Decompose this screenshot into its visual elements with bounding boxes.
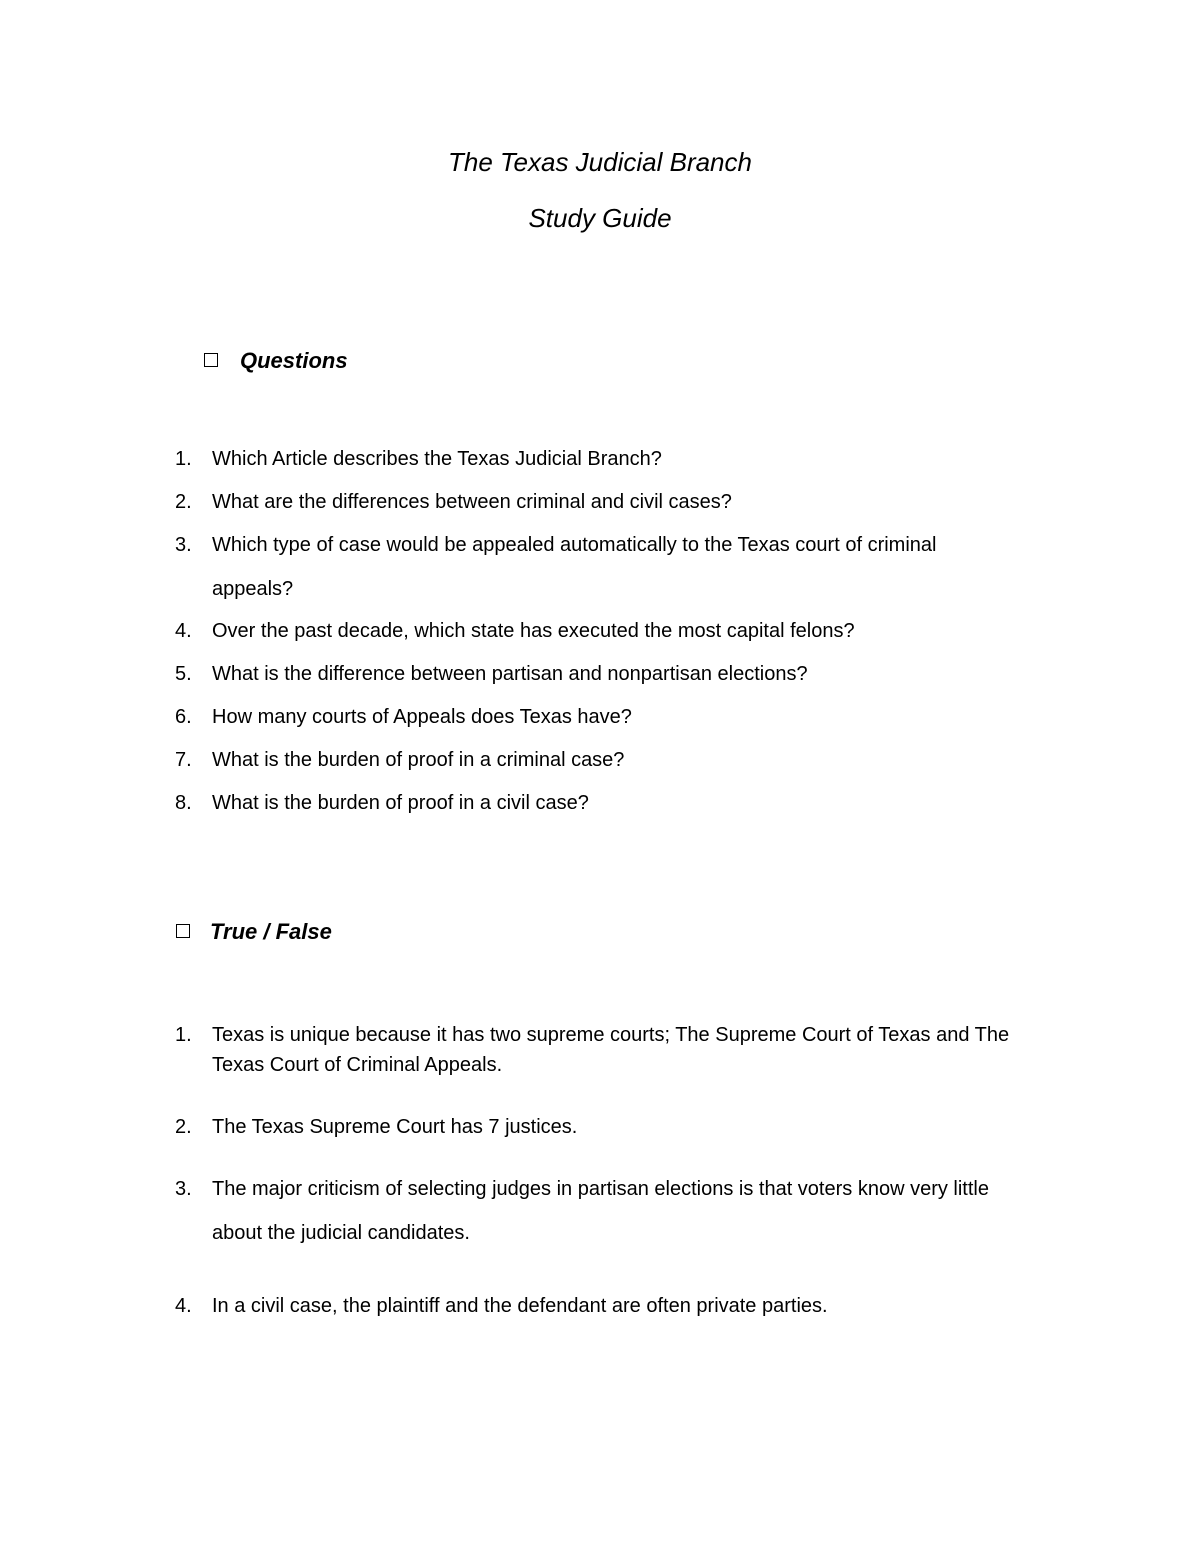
- list-text-line: Texas Court of Criminal Appeals.: [212, 1054, 503, 1076]
- checkbox-icon: [176, 924, 190, 938]
- list-item: [175, 659, 1075, 689]
- list-item: [175, 487, 1075, 517]
- list-item: [175, 530, 1075, 560]
- list-text-line: Texas is unique because it has two supreme courts; The Supreme Court of Texas and The: [212, 1024, 1010, 1046]
- list-text: How many courts of Appeals does Texas have?: [212, 706, 632, 728]
- list-text: Over the past decade, which state has executed the most capital felons?: [212, 620, 855, 642]
- list-number: 4.: [175, 620, 192, 642]
- true-false-heading: [176, 918, 332, 946]
- list-item: [175, 616, 1075, 646]
- list-item: [175, 745, 1075, 775]
- true-false-heading-label: True / False: [210, 919, 332, 944]
- list-text: What is the burden of proof in a criminal case?: [212, 749, 625, 771]
- list-text-line: The major criticism of selecting judges in partisan elections is that voters know very little: [212, 1178, 989, 1200]
- list-text: [212, 1174, 1072, 1255]
- questions-heading: [204, 347, 348, 375]
- list-number: 2.: [175, 1116, 192, 1138]
- list-number: 4.: [175, 1295, 192, 1317]
- list-number: 3.: [175, 534, 192, 556]
- list-text: Which Article describes the Texas Judicial Branch?: [212, 448, 662, 470]
- questions-heading-label: Questions: [240, 348, 348, 373]
- list-text-line: about the judicial candidates.: [212, 1222, 470, 1244]
- list-text: What is the difference between partisan and nonpartisan elections?: [212, 663, 808, 685]
- list-number: 3.: [175, 1178, 192, 1200]
- list-number: 1.: [175, 448, 192, 470]
- list-text: The Texas Supreme Court has 7 justices.: [212, 1116, 578, 1138]
- list-number: 7.: [175, 749, 192, 771]
- checkbox-icon: [204, 353, 218, 367]
- list-text: [212, 1020, 1072, 1080]
- list-item: [175, 444, 1075, 474]
- list-number: 5.: [175, 663, 192, 685]
- list-text-continuation: appeals?: [212, 578, 294, 600]
- list-number: 1.: [175, 1024, 192, 1046]
- list-text: In a civil case, the plaintiff and the defendant are often private parties.: [212, 1295, 828, 1317]
- list-number: 6.: [175, 706, 192, 728]
- list-item: [175, 788, 1075, 818]
- document-subtitle: Study Guide: [528, 203, 672, 233]
- list-text: Which type of case would be appealed automatically to the Texas court of criminal: [212, 534, 937, 556]
- list-number: 8.: [175, 792, 192, 814]
- list-item: [175, 702, 1075, 732]
- document-title: The Texas Judicial Branch: [448, 147, 752, 177]
- list-text: What are the differences between criminal and civil cases?: [212, 491, 732, 513]
- list-text: What is the burden of proof in a civil case?: [212, 792, 589, 814]
- list-number: 2.: [175, 491, 192, 513]
